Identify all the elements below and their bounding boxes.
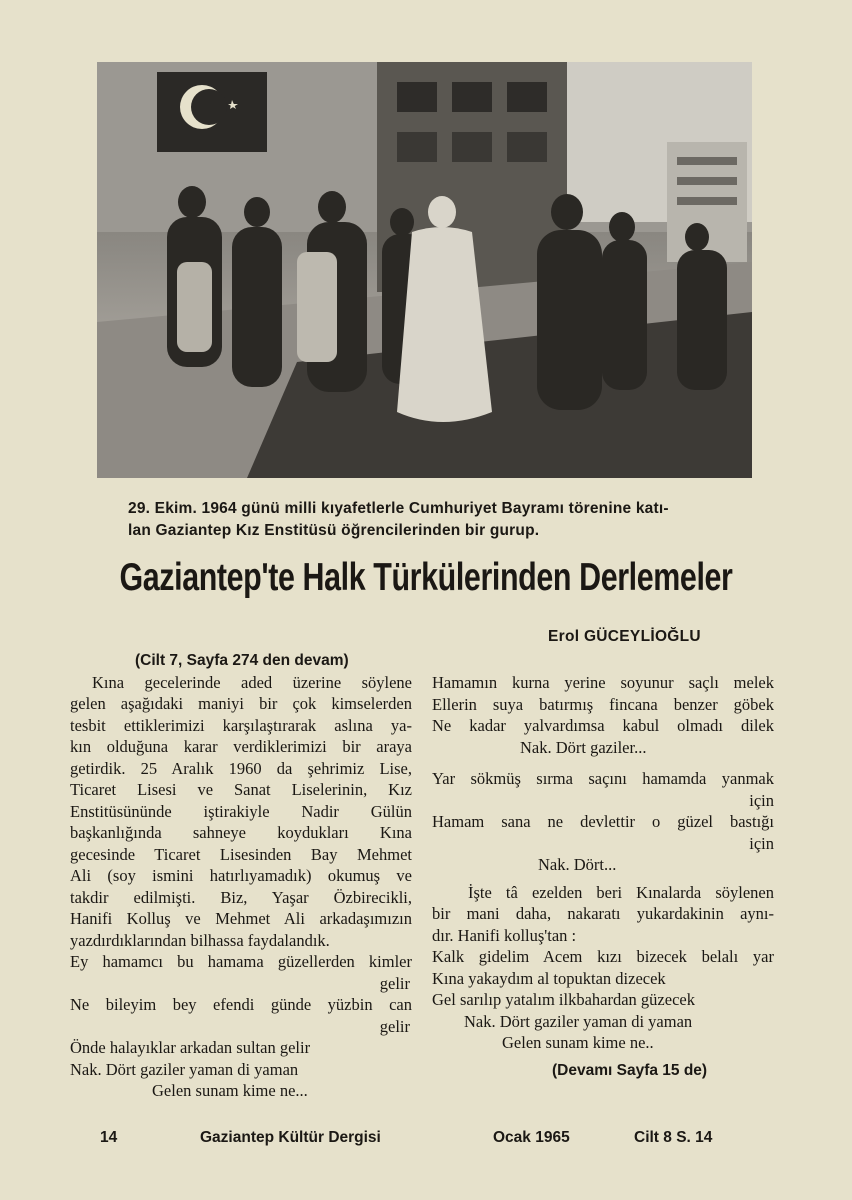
- verse-line: Önde halayıklar arkadan sultan gelir: [70, 1038, 311, 1057]
- continuation-note: (Cilt 7, Sayfa 274 den devam): [135, 652, 349, 669]
- verse-line-cont: için: [749, 833, 774, 853]
- paragraph-line: bir mani daha, nakaratı yukardakinin aynı-: [432, 904, 774, 923]
- verse-line: Ne kadar yalvardımsa kabul olmadı dilek: [432, 716, 774, 735]
- footer-date: Ocak 1965: [493, 1129, 570, 1146]
- intro-paragraph-line: getirdik. 25 Aralık 1960 da şehrimiz Lise,: [70, 758, 412, 778]
- continued-note: (Devamı Sayfa 15 de): [552, 1061, 708, 1079]
- verse-line: Yar sökmüş sırma saçını hamamda yanmak: [432, 769, 774, 788]
- footer-volume: Cilt 8 S. 14: [634, 1129, 713, 1146]
- verse-line: Hamamın kurna yerine soyunur saçlı melek: [432, 673, 774, 692]
- footer-page-number: 14: [100, 1129, 118, 1146]
- article-title: Gaziantep'te Halk Türkülerinden Derlemeler: [119, 556, 733, 599]
- verse-line: Gel sarılıp yatalım ilkbahardan güzecek: [432, 990, 695, 1009]
- verse-line-cont: gelir: [379, 973, 410, 993]
- footer-journal-name: Gaziantep Kültür Dergisi: [200, 1129, 381, 1146]
- intro-paragraph-line: yazdırdıklarından bilhassa faydalandık.: [70, 930, 330, 950]
- article-author: Erol GÜCEYLİOĞLU: [548, 628, 701, 645]
- intro-paragraph-line: Hanifi Kolluş ve Mehmet Ali arkadaşımızın: [70, 909, 412, 928]
- verse-line: Kalk gidelim Acem kızı bizecek belalı yar: [432, 947, 774, 966]
- photo-caption: [128, 498, 758, 542]
- right-column: [432, 672, 774, 1081]
- intro-paragraph-line: gelen aşağıdaki maniyi bir çok kimselerden: [70, 694, 412, 713]
- intro-paragraph-line: başkanlığında sahneye koydukları Kına: [70, 823, 412, 842]
- verse-line: Kına yakaydım al topuktan dizecek: [432, 968, 666, 988]
- parade-photo: [97, 62, 752, 478]
- intro-paragraph-line: Enstitüsününde iştirakiyle Nadir Gülün: [70, 801, 412, 821]
- paragraph-line: İşte tâ ezelden beri Kınalarda söylenen: [468, 882, 774, 902]
- refrain-line: Nak. Dört gaziler yaman di yaman: [70, 1059, 299, 1079]
- verse-line: Hamam sana ne devlettir o güzel bastığı: [432, 812, 774, 831]
- refrain-line: Nak. Dört gaziler yaman di yaman: [464, 1011, 693, 1031]
- verse-line: Ey hamamcı bu hamama güzellerden kimler: [70, 952, 412, 971]
- intro-paragraph-line: takdir edilmişti. Biz, Yaşar Özbirecikli,: [70, 887, 412, 907]
- verse-line-cont: gelir: [379, 1016, 410, 1036]
- refrain-line: Gelen sunam kime ne...: [152, 1081, 308, 1100]
- left-column: [70, 650, 412, 1102]
- intro-paragraph-line: Ticaret Lisesi ve Sanat Liselerinin, Kız: [70, 780, 412, 799]
- caption-line-2: lan Gaziantep Kız Enstitüsü öğrencilerinden bir gurup.: [128, 522, 540, 539]
- verse-line-cont: için: [749, 790, 774, 810]
- paragraph-line: dır. Hanifi kolluş'tan :: [432, 925, 577, 945]
- intro-paragraph-line: gecesinde Ticaret Lisesinden Bay Mehmet: [70, 844, 412, 864]
- caption-line-1: 29. Ekim. 1964 günü milli kıyafetlerle Cumhuriyet Bayramı törenine katı-: [128, 500, 669, 517]
- intro-paragraph-line: tesbit ettiklerimizi karşılaştırarak aslına ya-: [70, 715, 412, 735]
- photo-parade-icon: [97, 62, 752, 478]
- refrain-line: Nak. Dört gaziler...: [520, 737, 647, 757]
- verse-line: Ellerin suya batırmış fincana benzer göbek: [432, 694, 774, 714]
- verse-line: Ne bileyim bey efendi günde yüzbin can: [70, 995, 412, 1014]
- refrain-line: Nak. Dört...: [538, 855, 617, 874]
- refrain-line: Gelen sunam kime ne..: [502, 1033, 654, 1052]
- intro-paragraph-line: Kına gecelerinde aded üzerine söylene: [92, 672, 412, 692]
- intro-paragraph-line: kın olduğuna karar verdiklerimizi bir araya: [70, 737, 412, 756]
- intro-paragraph-line: Ali (soy ismini hatırlıyamadık) okumuş ve: [70, 866, 412, 885]
